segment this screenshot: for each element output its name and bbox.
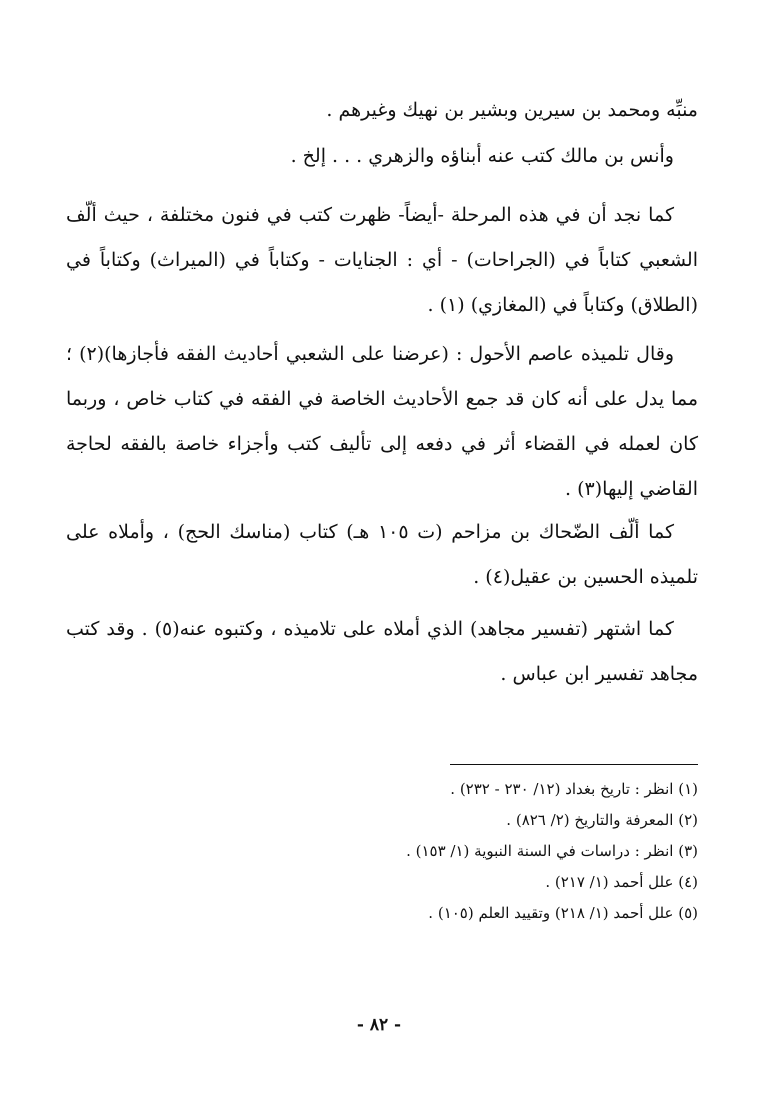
paragraph-dahhak: كما ألّف الضّحاك بن مزاحم (ت ١٠٥ هـ) كتاب (مناسك الحج) ، وأملاه على تلميذه الحسين بن عقيل(٤) .	[66, 521, 698, 588]
footnote-1: (١) انظر : تاريخ بغداد (١٢/ ٢٣٠ - ٢٣٢) .	[450, 780, 698, 798]
paragraph-anas: وأنس بن مالك كتب عنه أبناؤه والزهري . . . إلخ .	[290, 145, 674, 167]
page-number: - ٨٢ -	[356, 1015, 402, 1035]
footnote-5: (٥) علل أحمد (١/ ٢١٨) وتقييد العلم (١٠٥) .	[428, 904, 698, 922]
footnote-divider	[450, 764, 698, 765]
footnote-3: (٣) انظر : دراسات في السنة النبوية (١/ ١٥٣) .	[406, 842, 698, 860]
paragraph-mujahid: كما اشتهر (تفسير مجاهد) الذي أملاه على تلاميذه ، وكتبوه عنه(٥) . وقد كتب مجاهد تفسير ابن عباس .	[66, 618, 698, 685]
paragraph-asim-alahwal: وقال تلميذه عاصم الأحول : (عرضنا على الشعبي أحاديث الفقه فأجازها)(٢) ؛ مما يدل على أنه كان قد جمع الأحاديث الخاصة في الفقه في كتاب خاص ، وربما كان لعمله في القضاء أثر في دفعه إلى تأليف كتب وأجزاء خاصة بالفقه لحاجة القاضي إليها(٣) .	[66, 343, 698, 500]
footnote-2: (٢) المعرفة والتاريخ (٢/ ٨٢٦) .	[506, 811, 698, 829]
footnote-4: (٤) علل أحمد (١/ ٢١٧) .	[545, 873, 698, 891]
paragraph-continuation: منبِّه ومحمد بن سيرين وبشير بن نهيك وغيرهم .	[326, 99, 698, 121]
paragraph-shabi-books: كما نجد أن في هذه المرحلة -أيضاً- ظهرت كتب في فنون مختلفة ، حيث ألّف الشعبي كتاباً في (الجراحات) - أي : الجنايات - وكتاباً في (الميراث) وكتاباً في (الطلاق) وكتاباً في (المغازي) (١) .	[66, 204, 698, 316]
